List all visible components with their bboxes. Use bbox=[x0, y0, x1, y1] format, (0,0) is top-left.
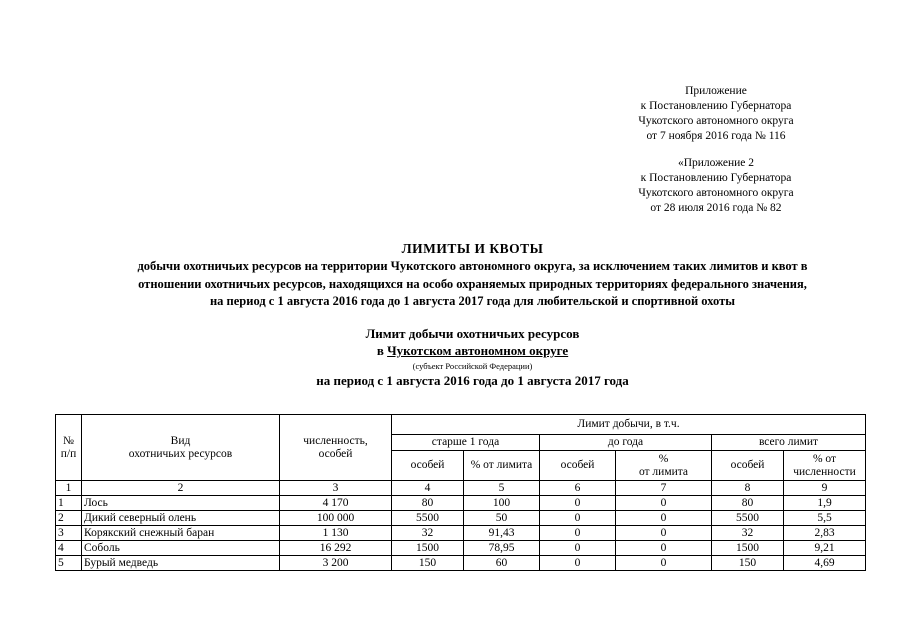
annex-block-1 bbox=[612, 84, 820, 144]
region-name: Чукотском автономном округе bbox=[387, 343, 569, 358]
total-count-cell: 32 bbox=[712, 526, 784, 541]
total-pct-cell: 5,5 bbox=[784, 511, 866, 526]
under-count-cell: 0 bbox=[540, 511, 616, 526]
header-limit-group: Лимит добычи, в т.ч. bbox=[392, 415, 866, 435]
column-number-row bbox=[56, 481, 866, 496]
species-name: Соболь bbox=[82, 541, 280, 556]
population-cell: 1 130 bbox=[280, 526, 392, 541]
population-cell: 3 200 bbox=[280, 556, 392, 571]
annex-line: Приложение bbox=[685, 85, 747, 97]
under-count-cell: 0 bbox=[540, 556, 616, 571]
column-number: 4 bbox=[392, 481, 464, 496]
under-pct-cell: 0 bbox=[616, 526, 712, 541]
older-pct-cell: 78,95 bbox=[464, 541, 540, 556]
table-row bbox=[56, 511, 866, 526]
header-total-count: особей bbox=[712, 451, 784, 481]
under-count-cell: 0 bbox=[540, 496, 616, 511]
older-count-cell: 1500 bbox=[392, 541, 464, 556]
total-pct-cell: 4,69 bbox=[784, 556, 866, 571]
older-pct-cell: 60 bbox=[464, 556, 540, 571]
row-number: 5 bbox=[56, 556, 82, 571]
subtitle-line: добычи охотничьих ресурсов на территории Чукотского автономного округа, за исключением таких лимитов и квот в bbox=[137, 259, 808, 273]
table-row bbox=[56, 496, 866, 511]
document-title: ЛИМИТЫ И КВОТЫ bbox=[401, 241, 544, 256]
column-number: 5 bbox=[464, 481, 540, 496]
header-older-pct: % от лимита bbox=[464, 451, 540, 481]
annex-line: Чукотского автономного округа bbox=[638, 115, 794, 127]
population-cell: 4 170 bbox=[280, 496, 392, 511]
header-population: численность, особей bbox=[280, 415, 392, 481]
header-older: старше 1 года bbox=[392, 435, 540, 451]
header-under: до года bbox=[540, 435, 712, 451]
older-count-cell: 150 bbox=[392, 556, 464, 571]
species-name: Бурый медведь bbox=[82, 556, 280, 571]
under-count-cell: 0 bbox=[540, 526, 616, 541]
older-count-cell: 5500 bbox=[392, 511, 464, 526]
limit-period: на период с 1 августа 2016 года до 1 августа 2017 года bbox=[316, 373, 629, 388]
annex-line: от 7 ноября 2016 года № 116 bbox=[646, 130, 786, 142]
annex-line: от 28 июля 2016 года № 82 bbox=[650, 202, 782, 214]
column-number: 1 bbox=[56, 481, 82, 496]
limit-heading bbox=[40, 325, 905, 359]
total-count-cell: 5500 bbox=[712, 511, 784, 526]
under-pct-cell: 0 bbox=[616, 496, 712, 511]
total-count-cell: 1500 bbox=[712, 541, 784, 556]
header-species: Вид охотничьих ресурсов bbox=[82, 415, 280, 481]
older-pct-cell: 100 bbox=[464, 496, 540, 511]
total-count-cell: 80 bbox=[712, 496, 784, 511]
total-pct-cell: 2,83 bbox=[784, 526, 866, 541]
limit-title: Лимит добычи охотничьих ресурсов bbox=[365, 326, 580, 341]
row-number: 2 bbox=[56, 511, 82, 526]
header-under-pct: % от лимита bbox=[616, 451, 712, 481]
under-pct-cell: 0 bbox=[616, 511, 712, 526]
under-pct-cell: 0 bbox=[616, 541, 712, 556]
header-total-pct: % от численности bbox=[784, 451, 866, 481]
row-number: 1 bbox=[56, 496, 82, 511]
population-cell: 100 000 bbox=[280, 511, 392, 526]
limit-region-line bbox=[40, 342, 905, 359]
species-name: Корякский снежный баран bbox=[82, 526, 280, 541]
column-number: 7 bbox=[616, 481, 712, 496]
population-cell: 16 292 bbox=[280, 541, 392, 556]
row-number: 3 bbox=[56, 526, 82, 541]
annex-line: к Постановлению Губернатора bbox=[640, 100, 792, 112]
limits-table bbox=[55, 414, 866, 571]
header-num: № п/п bbox=[56, 415, 82, 481]
total-pct-cell: 1,9 bbox=[784, 496, 866, 511]
annex-line: «Приложение 2 bbox=[677, 157, 755, 169]
subtitle-line: на период с 1 августа 2016 года до 1 августа 2017 года для любительской и спортивной охоты bbox=[209, 294, 735, 308]
annex-line: Чукотского автономного округа bbox=[638, 187, 794, 199]
column-number: 8 bbox=[712, 481, 784, 496]
header-total: всего лимит bbox=[712, 435, 866, 451]
column-number: 9 bbox=[784, 481, 866, 496]
subtitle-line: отношении охотничьих ресурсов, находящихся на особо охраняемых природных территориях федерального значения, bbox=[138, 276, 807, 291]
total-count-cell: 150 bbox=[712, 556, 784, 571]
header-under-count: особей bbox=[540, 451, 616, 481]
column-number: 2 bbox=[82, 481, 280, 496]
older-count-cell: 80 bbox=[392, 496, 464, 511]
region-prefix: в bbox=[376, 343, 388, 358]
older-pct-cell: 50 bbox=[464, 511, 540, 526]
species-name: Лось bbox=[82, 496, 280, 511]
row-number: 4 bbox=[56, 541, 82, 556]
document-subtitle bbox=[40, 258, 905, 311]
under-count-cell: 0 bbox=[540, 541, 616, 556]
under-pct-cell: 0 bbox=[616, 556, 712, 571]
total-pct-cell: 9,21 bbox=[784, 541, 866, 556]
table-row bbox=[56, 541, 866, 556]
species-name: Дикий северный олень bbox=[82, 511, 280, 526]
table-row bbox=[56, 526, 866, 541]
older-pct-cell: 91,43 bbox=[464, 526, 540, 541]
annex-line: к Постановлению Губернатора bbox=[640, 172, 792, 184]
header-older-count: особей bbox=[392, 451, 464, 481]
annex-block-2 bbox=[612, 156, 820, 216]
column-number: 6 bbox=[540, 481, 616, 496]
table-row bbox=[56, 556, 866, 571]
subject-note: (субъект Российской Федерации) bbox=[412, 361, 533, 371]
column-number: 3 bbox=[280, 481, 392, 496]
older-count-cell: 32 bbox=[392, 526, 464, 541]
